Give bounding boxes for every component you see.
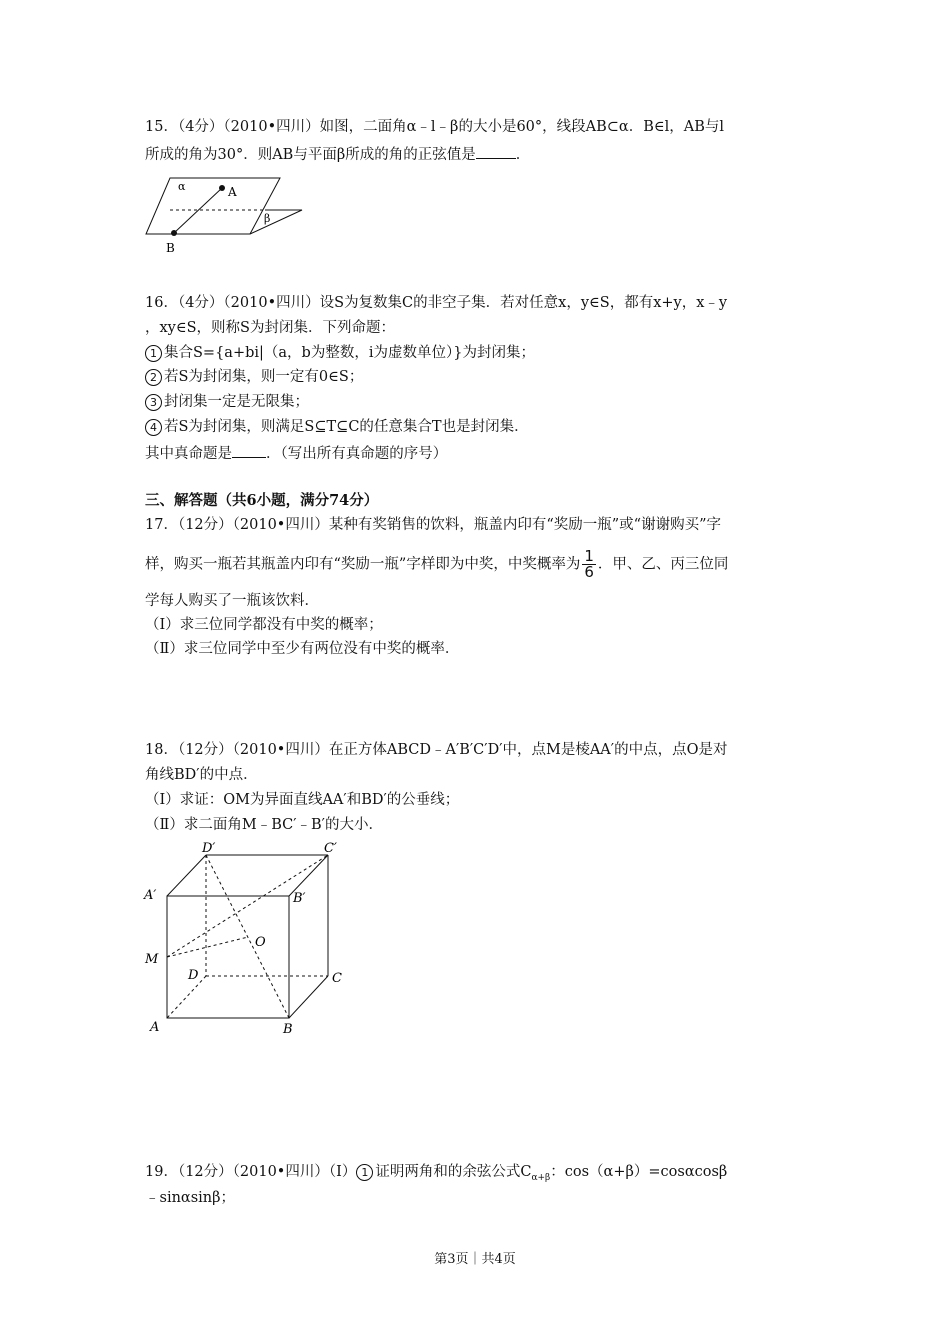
q16-last [145,443,447,463]
q16-item-text: 若S为封闭集，则满足S⊆T⊆C的任意集合T也是封闭集． [164,419,529,435]
dihedral-angle-figure [140,172,310,257]
edge-d1a1 [167,855,206,896]
q18-line1: 18．（12分）（2010•四川）在正方体ABCD﹣A′B′C′D′中，点M是棱AA′的中点，点O是对 [145,742,728,758]
q15-line1: 15．（4分）（2010•四川）如图，二面角α﹣l﹣β的大小是60°，线段AB⊂α．B∈l，AB与l [145,119,724,135]
label-b: B [283,1022,293,1037]
q16-item [145,393,309,411]
point-b [171,230,177,236]
q17-line2 [145,549,728,580]
front-face [167,896,289,1018]
plane-beta [250,210,302,234]
label-c: C [332,971,342,986]
edge-da-hidden [167,976,206,1018]
label-a: A [150,1020,160,1035]
q15-line2-end: ． [515,147,531,163]
q17-line3: 学每人购买了一瓶该饮料． [145,593,319,609]
label-a: A [228,185,237,199]
q19-line2: ﹣sinαsinβ； [145,1190,236,1206]
q16-item [145,418,529,436]
label-o: O [255,935,266,950]
q17-part2: （Ⅱ）求三位同学中至少有两位没有中奖的概率． [145,641,460,657]
q19-line1-text: 19．（12分）（2010•四川）（Ⅰ） [145,1164,357,1180]
fraction-one-sixth [582,549,596,580]
q16-item [145,368,363,386]
section-title: 三、解答题（共6小题，满分74分） [145,492,379,509]
label-m: M [145,952,159,967]
plane-alpha [146,178,280,234]
label-c1: C′ [324,841,337,856]
fraction-numerator: 1 [584,547,594,565]
edge-cb [289,976,328,1018]
circled-number: 1 [356,1164,373,1181]
label-b: B [166,241,175,255]
q15-line2 [145,144,530,164]
q16-last-end: ．（写出所有真命题的序号） [266,446,448,462]
q18-part2: （Ⅱ）求二面角M﹣BC′﹣B′的大小． [145,817,383,833]
cube-figure [140,838,355,1038]
q17-line1: 17．（12分）（2010•四川）某种有奖销售的饮料，瓶盖内印有“奖励一瓶”或“谢谢购买”字 [145,517,722,533]
fraction-denominator: 6 [584,563,594,581]
circled-number: 1 [145,345,162,362]
segment-om [167,937,248,957]
circled-number: 3 [145,394,162,411]
q18-line2: 角线BD′的中点． [145,767,258,783]
q17-line2-end: ．甲、乙、丙三位同 [597,556,729,573]
answer-blank-16 [232,443,266,458]
point-a [219,185,225,191]
q17-part1: （Ⅰ）求三位同学都没有中奖的概率； [145,617,383,633]
circled-number: 4 [145,419,162,436]
page-footer: 第3页｜共4页 [434,1252,516,1267]
subscript-alpha-beta: α+β [531,1172,551,1183]
q18-part1: （Ⅰ）求证：OM为异面直线AA′和BD′的公垂线； [145,792,460,808]
q16-item-text: 集合S={a+bi|（a，b为整数，i为虚数单位）}为封闭集； [164,345,535,361]
q15-line2-text: 所成的角为30°．则AB与平面β所成的角的正弦值是 [145,147,476,163]
q19-line1-end: ：cos（α+β）=cosαcosβ [550,1164,728,1180]
q16-item-text: 若S为封闭集，则一定有0∈S； [164,369,364,385]
label-alpha: α [178,180,186,193]
circled-number: 2 [145,369,162,386]
q16-line1: 16．（4分）（2010•四川）设S为复数集C的非空子集．若对任意x，y∈S，都有x+y，x﹣y [145,295,728,311]
q16-item-text: 封闭集一定是无限集； [164,394,309,410]
label-b1: B′ [293,891,306,906]
q16-last-text: 其中真命题是 [145,446,232,462]
q16-line2: ，xy∈S，则称S为封闭集．下列命题： [145,320,395,336]
label-a1: A′ [144,888,157,903]
label-d: D [188,968,199,983]
q17-line2-text: 样，购买一瓶若其瓶盖内印有“奖励一瓶”字样即为中奖，中奖概率为 [145,556,581,573]
q19-line1-mid: 证明两角和的余弦公式C [375,1164,532,1180]
label-beta: β [264,212,271,225]
answer-blank-15 [476,144,516,159]
label-d1: D′ [202,841,216,856]
q19-line1 [145,1163,727,1187]
q16-item [145,344,535,362]
diagonal-bd1 [206,855,289,1018]
